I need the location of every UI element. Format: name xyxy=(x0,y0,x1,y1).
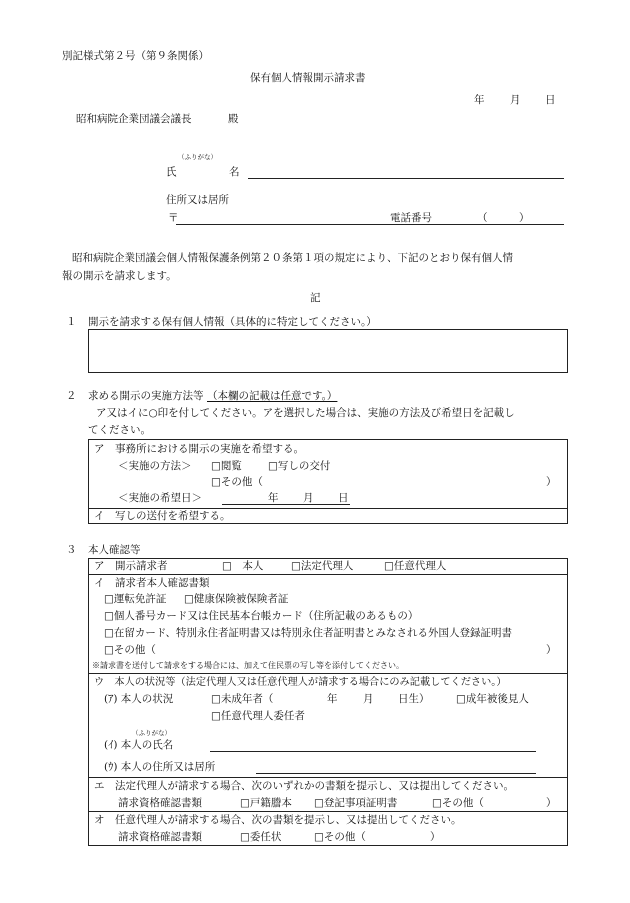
legal-agent-docs-label: 請求資格確認書類 xyxy=(118,797,202,809)
copy-checkbox[interactable]: □写しの交付 xyxy=(268,460,331,472)
phone-label: 電話番号 xyxy=(390,212,432,224)
residence-card-checkbox[interactable]: □在留カード、特別永住者証明書又は特別永住者証明書とみなされる外国人登録証明書 xyxy=(104,627,512,639)
row-divider xyxy=(88,811,568,812)
intro-line-2: 報の開示を請求します。 xyxy=(62,270,177,282)
other-id-checkbox[interactable]: □その他（ xyxy=(104,644,156,656)
postal-mark: 〒 xyxy=(168,212,179,224)
requester-name-label-a: 氏 xyxy=(166,166,177,178)
section1-number: １ xyxy=(66,316,77,328)
subject-name-label: (ｲ) 本人の氏名 xyxy=(104,739,174,751)
mail-note: ※請求書を送付して請求をする場合には、加えて住民票の写し等を添付してください。 xyxy=(92,661,404,670)
desired-date-field[interactable] xyxy=(222,504,350,505)
birth-month: 月 xyxy=(363,693,374,705)
ki-label: 記 xyxy=(310,292,321,304)
section3-number: ３ xyxy=(66,544,77,556)
other-method-checkbox[interactable]: □その他（ xyxy=(211,476,263,488)
other-method-close: ） xyxy=(546,476,557,488)
row-divider xyxy=(88,574,568,575)
requester-name-label-b: 名 xyxy=(229,166,240,178)
document-title: 保有個人情報開示請求書 xyxy=(250,72,366,84)
voluntary-other-close: ） xyxy=(430,831,441,843)
subject-status-title: ウ 本人の状況等（法定代理人又は任意代理人が請求する場合にのみ記載してください。） xyxy=(94,677,507,688)
birth-year: 年 xyxy=(327,693,338,705)
section2-instruction-2: てください。 xyxy=(88,424,151,436)
row-divider xyxy=(88,673,568,674)
subject-furigana-label: （ふりがな） xyxy=(132,729,171,737)
requester-name-field[interactable] xyxy=(248,178,564,179)
legal-other-checkbox[interactable]: □その他（ xyxy=(432,797,484,809)
registry-cert-checkbox[interactable]: □登記事項証明書 xyxy=(314,797,398,809)
desired-day: 日 xyxy=(338,492,349,504)
birth-day: 日生） xyxy=(398,693,430,705)
requester-address-label: 住所又は居所 xyxy=(166,194,229,206)
drivers-license-checkbox[interactable]: □運転免許証 xyxy=(104,593,167,605)
minor-checkbox[interactable]: □未成年者（ xyxy=(211,693,274,705)
adult-guardian-checkbox[interactable]: □成年被後見人 xyxy=(456,693,529,705)
date-year-label: 年 xyxy=(474,94,485,106)
other-id-close: ） xyxy=(546,644,557,656)
voluntary-agent-docs-label: 請求資格確認書類 xyxy=(118,831,202,843)
addressee: 昭和病院企業団議会議長 xyxy=(76,113,192,125)
subject-name-field[interactable] xyxy=(210,751,536,752)
section2-number: ２ xyxy=(66,390,77,402)
delegator-checkbox[interactable]: □任意代理人委任者 xyxy=(211,710,305,722)
requester-type-label: ア 開示請求者 xyxy=(94,560,168,572)
intro-line-1: 昭和病院企業団議会個人情報保護条例第２０条第１項の規定により、下記のとおり保有個人情 xyxy=(72,252,513,264)
section1-input-box[interactable] xyxy=(88,329,568,373)
form-label: 別記様式第２号（第９条関係） xyxy=(62,50,209,62)
legal-other-close: ） xyxy=(546,797,557,809)
subject-address-field[interactable] xyxy=(256,773,536,774)
family-register-checkbox[interactable]: □戸籍謄本 xyxy=(240,797,292,809)
section2-title: 求める開示の実施方法等 xyxy=(88,390,204,402)
phone-paren: （ ） xyxy=(477,212,530,224)
mynumber-card-checkbox[interactable]: □個人番号カード又は住民基本台帳カード（住所記載のあるもの） xyxy=(104,610,419,622)
method-label: ＜実施の方法＞ xyxy=(118,460,192,472)
section2-optional-note: （本欄の記載は任意です。） xyxy=(207,390,338,402)
id-docs-title: イ 請求者本人確認書類 xyxy=(94,577,210,589)
section1-title: 開示を請求する保有個人情報（具体的に特定してください。） xyxy=(88,316,377,328)
date-day-label: 日 xyxy=(545,94,556,106)
status-label: (ｱ) 本人の状況 xyxy=(104,693,174,705)
legal-agent-docs-title: エ 法定代理人が請求する場合、次のいずれかの書類を提示し、又は提出してください。 xyxy=(94,780,514,792)
desired-month: 月 xyxy=(303,492,314,504)
self-checkbox[interactable]: □ 本人 xyxy=(222,560,264,572)
requester-furigana-label: （ふりがな） xyxy=(178,153,217,161)
view-checkbox[interactable]: □閲覧 xyxy=(211,460,242,472)
health-insurance-checkbox[interactable]: □健康保険被保険者証 xyxy=(184,593,289,605)
desired-year: 年 xyxy=(268,492,279,504)
section3-title: 本人確認等 xyxy=(88,544,141,556)
option-a-office[interactable]: ア 事務所における開示の実施を希望する。 xyxy=(94,443,304,455)
voluntary-agent-docs-title: オ 任意代理人が請求する場合、次の書類を提示し、又は提出してください。 xyxy=(94,814,462,826)
desired-date-label: ＜実施の希望日＞ xyxy=(118,492,202,504)
row-divider xyxy=(88,777,568,778)
subject-address-label: (ｳ) 本人の住所又は居所 xyxy=(104,761,216,773)
honorific: 殿 xyxy=(228,113,239,125)
voluntary-agent-checkbox[interactable]: □任意代理人 xyxy=(384,560,447,572)
section2-instruction-1: ア又はイに○印を付してください。アを選択した場合は、実施の方法及び希望日を記載し xyxy=(96,407,515,419)
legal-agent-checkbox[interactable]: □法定代理人 xyxy=(291,560,354,572)
voluntary-other-checkbox[interactable]: □その他（ xyxy=(314,831,366,843)
power-of-attorney-checkbox[interactable]: □委任状 xyxy=(240,831,282,843)
option-i-mail[interactable]: イ 写しの送付を希望する。 xyxy=(94,510,231,522)
date-month-label: 月 xyxy=(510,94,521,106)
row-divider xyxy=(88,508,568,509)
